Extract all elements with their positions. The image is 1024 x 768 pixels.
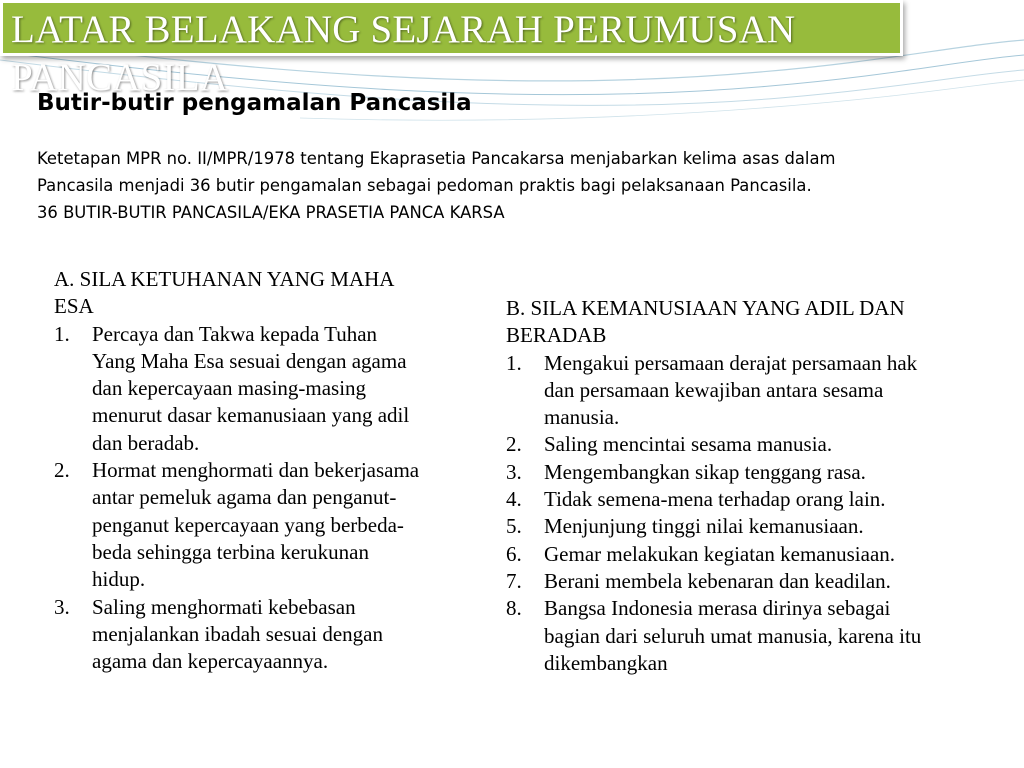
list-item-text: Bangsa Indonesia merasa dirinya sebagai bagian dari seluruh umat manusia, karena itu dikembangkan xyxy=(544,596,922,675)
sila-b-list xyxy=(506,350,946,678)
list-item-number: 4. xyxy=(506,487,522,512)
list-item xyxy=(506,459,946,486)
list-item-text: Saling menghormati kebebasan menjalankan ibadah sesuai dengan agama dan kepercayaannya. xyxy=(92,594,383,674)
list-item-text: Mengakui persamaan derajat persamaan hak dan persamaan kewajiban antara sesama manusia. xyxy=(544,350,918,430)
list-item xyxy=(506,431,946,458)
list-item-number: 1. xyxy=(506,350,522,375)
list-item xyxy=(506,541,946,568)
intro-block xyxy=(37,145,917,226)
list-item-number: 5. xyxy=(506,514,522,539)
list-item-text: Hormat menghormati dan bekerjasama antar pemeluk agama dan penganut-penganut kepercayaan yang berbeda-beda sehingga terbina kerukunan hidup. xyxy=(92,458,420,592)
list-item-text: Menjunjung tinggi nilai kemanusiaan. xyxy=(544,514,864,539)
list-item-number: 7. xyxy=(506,568,522,593)
intro-heading: 36 BUTIR-BUTIR PANCASILA/EKA PRASETIA PANCA KARSA xyxy=(37,203,505,222)
sila-b-heading: B. SILA KEMANUSIAAN YANG ADIL DAN BERADAB xyxy=(506,296,905,348)
list-item-text: Gemar melakukan kegiatan kemanusiaan. xyxy=(544,541,896,566)
list-item-number: 2. xyxy=(54,458,70,483)
list-item xyxy=(54,594,434,676)
sila-a-heading: A. SILA KETUHANAN YANG MAHA ESA xyxy=(54,267,394,319)
list-item-text: Saling mencintai sesama manusia. xyxy=(544,432,833,457)
list-item xyxy=(506,595,946,677)
list-item-number: 1. xyxy=(54,321,70,346)
slide-title: LATAR BELAKANG SEJARAH PERUMUSAN PANCASILA xyxy=(11,8,796,99)
slide-subtitle: Butir-butir pengamalan Pancasila xyxy=(37,90,472,116)
sila-a-list xyxy=(54,321,434,676)
sila-a-column xyxy=(54,266,434,675)
list-item xyxy=(506,486,946,513)
list-item xyxy=(506,568,946,595)
list-item-text: Berani membela kebenaran dan keadilan. xyxy=(544,568,891,593)
sila-b-column xyxy=(506,295,946,677)
list-item xyxy=(506,350,946,432)
list-item xyxy=(54,321,434,457)
list-item-number: 3. xyxy=(506,459,522,484)
list-item-number: 6. xyxy=(506,541,522,566)
list-item xyxy=(54,457,434,593)
list-item xyxy=(506,513,946,540)
list-item-number: 3. xyxy=(54,594,70,619)
list-item-number: 2. xyxy=(506,432,522,457)
list-item-text: Tidak semena-mena terhadap orang lain. xyxy=(544,487,886,512)
list-item-text: Mengembangkan sikap tenggang rasa. xyxy=(544,459,866,484)
intro-paragraph: Ketetapan MPR no. II/MPR/1978 tentang Ekaprasetia Pancakarsa menjabarkan kelima asas dalam Pancasila menjadi 36 butir pengamalan sebagai pedoman praktis bagi pelaksanaan Pancasila. xyxy=(37,149,836,195)
list-item-number: 8. xyxy=(506,596,522,621)
list-item-text: Percaya dan Takwa kepada Tuhan Yang Maha Esa sesuai dengan agama dan kepercayaan masing-masing menurut dasar kemanusiaan yang adil dan beradab. xyxy=(92,321,410,455)
